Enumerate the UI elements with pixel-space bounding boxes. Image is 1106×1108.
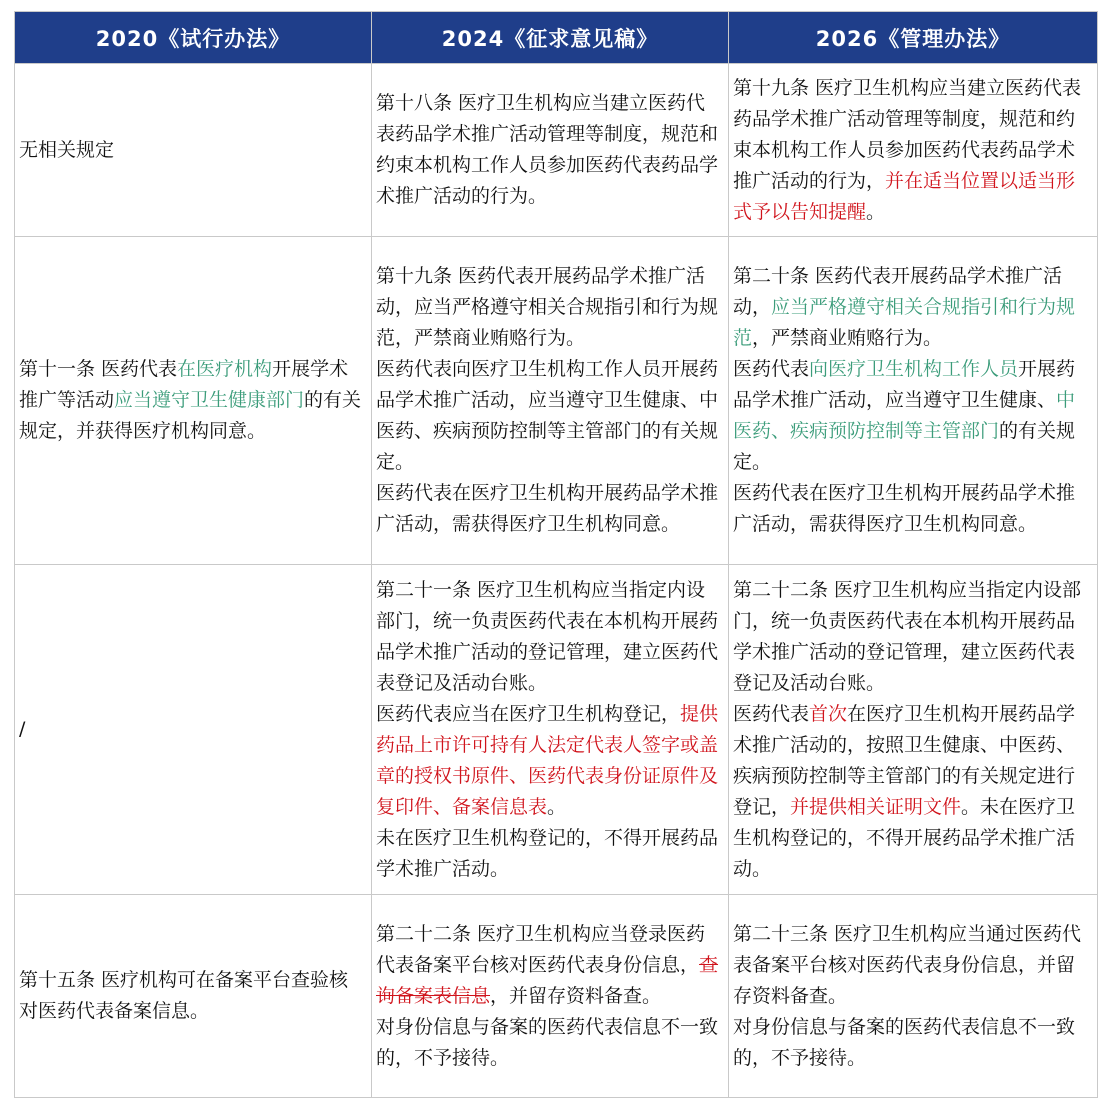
paragraph: 医药代表在医疗卫生机构开展药品学术推广活动，需获得医疗卫生机构同意。 — [376, 482, 719, 535]
cell-text: 医药代表应当在医疗卫生机构登记， — [376, 702, 681, 725]
cell-2024 — [372, 895, 729, 1098]
table-row — [15, 237, 1098, 565]
table-row — [15, 64, 1098, 237]
paragraph: 对身份信息与备案的医药代表信息不一致的，不予接待。 — [376, 1015, 719, 1069]
cell-2020 — [15, 895, 372, 1098]
cell-2026 — [729, 237, 1098, 565]
cell-text: 。 — [866, 200, 886, 223]
added-text: 并提供相关证明文件 — [790, 795, 962, 818]
paragraph — [733, 261, 1093, 354]
paragraph: 第二十二条 医疗卫生机构应当指定内设部门，统一负责医药代表在本机构开展药品学术推广活动的登记管理，建立医药代表登记及活动台账。 — [733, 578, 1082, 694]
cell-2026 — [729, 895, 1098, 1098]
paragraph: 第二十三条 医疗卫生机构应当通过医药代表备案平台核对医药代表身份信息，并留存资料备查。 — [733, 922, 1082, 1007]
header-2026-management-measures: 2026《管理办法》 — [729, 12, 1098, 64]
header-row — [15, 12, 1098, 64]
cell-2020 — [15, 565, 372, 895]
comparison-table — [14, 11, 1098, 1098]
cell-text: 第二十二条 医疗卫生机构应当登录医药代表备案平台核对医药代表身份信息， — [376, 922, 706, 976]
cell-text: 的有关规定。 — [733, 420, 1076, 473]
cell-2020 — [15, 237, 372, 565]
changed-text: 在医疗机构 — [177, 358, 273, 380]
changed-text: 应当遵守卫生健康部门 — [114, 389, 305, 411]
cell-text: 第十五条 医疗机构可在备案平台查验核对医药代表备案信息。 — [19, 969, 349, 1022]
cell-text: 开展药品学术推广活动，应当遵守卫生健康、 — [733, 358, 1076, 411]
cell-text: 。未在医疗卫生机构登记的，不得开展药品学术推广活动。 — [733, 795, 1076, 880]
cell-2026 — [729, 64, 1098, 237]
struck-text: 查询备案表信息 — [376, 953, 719, 1007]
cell-text: / — [19, 718, 26, 740]
paragraph — [733, 699, 1093, 885]
cell-text: 第十九条 医疗卫生机构应当建立医药代表药品学术推广活动管理等制度，规范和约束本机构工作人员参加医药代表药品学术推广活动的行为， — [733, 76, 1082, 192]
cell-text: 第二十条 医药代表开展药品学术推广活动， — [733, 265, 1063, 318]
paragraph — [376, 699, 724, 823]
paragraph — [376, 919, 724, 1012]
header-2024-draft: 2024《征求意见稿》 — [372, 12, 729, 64]
cell-text: 第十一条 医药代表 — [19, 358, 178, 380]
cell-2020 — [15, 64, 372, 237]
cell-text: 第十八条 医疗卫生机构应当建立医药代表药品学术推广活动管理等制度，规范和约束本机构工作人员参加医药代表药品学术推广活动的行为。 — [376, 92, 719, 207]
cell-text: ，并留存资料备查。 — [490, 984, 662, 1007]
cell-text: 在医疗卫生机构开展药品学术推广活动的，按照卫生健康、中医药、疾病预防控制等主管部门的有关规定进行登记， — [733, 702, 1076, 818]
changed-text: 中医药、疾病预防控制等主管部门 — [733, 389, 1076, 442]
paragraph: 医药代表向医疗卫生机构工作人员开展药品学术推广活动，应当遵守卫生健康、中医药、疾病预防控制等主管部门的有关规定。 — [376, 358, 719, 473]
cell-text: ，严禁商业贿赂行为。 — [752, 327, 943, 349]
changed-text: 向医疗卫生机构工作人员 — [809, 358, 1019, 380]
cell-text: 。 — [547, 795, 567, 818]
paragraph: 未在医疗卫生机构登记的，不得开展药品学术推广活动。 — [376, 826, 719, 880]
cell-2026 — [729, 565, 1098, 895]
changed-text: 应当严格遵守相关合规指引和行为规范 — [733, 296, 1076, 349]
added-text: 首次 — [809, 702, 848, 725]
cell-text: 无相关规定 — [19, 138, 115, 161]
cell-2024 — [372, 565, 729, 895]
table-row — [15, 895, 1098, 1098]
cell-text: 的有关规定，并获得医疗机构同意。 — [19, 389, 362, 442]
cell-2024 — [372, 237, 729, 565]
paragraph — [733, 354, 1093, 478]
removed-text: 提供药品上市许可持有人法定代表人签字或盖章的授权书原件、医药代表身份证原件及复印件、备案信息表 — [376, 702, 719, 818]
paragraph: 第十九条 医药代表开展药品学术推广活动，应当严格遵守相关合规指引和行为规范，严禁商业贿赂行为。 — [376, 265, 719, 349]
cell-text: 医药代表 — [733, 702, 810, 725]
cell-text: 医药代表 — [733, 358, 810, 380]
cell-2024 — [372, 64, 729, 237]
added-text: 并在适当位置以适当形式予以告知提醒 — [733, 169, 1076, 223]
paragraph: 对身份信息与备案的医药代表信息不一致的，不予接待。 — [733, 1015, 1076, 1069]
table-row — [15, 565, 1098, 895]
cell-text: 开展学术推广等活动 — [19, 358, 349, 411]
header-2020-trial-measures: 2020《试行办法》 — [15, 12, 372, 64]
paragraph: 第二十一条 医疗卫生机构应当指定内设部门，统一负责医药代表在本机构开展药品学术推广活动的登记管理，建立医药代表登记及活动台账。 — [376, 578, 719, 694]
paragraph: 医药代表在医疗卫生机构开展药品学术推广活动，需获得医疗卫生机构同意。 — [733, 482, 1076, 535]
